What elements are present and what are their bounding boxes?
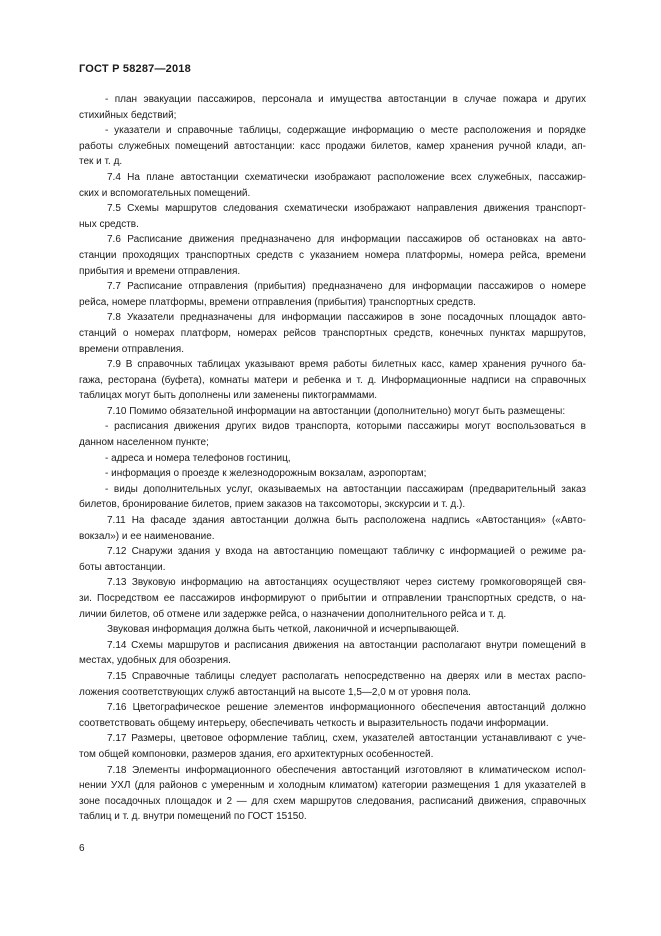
text-line: Звуковая информация должна быть четкой, лаконичной и исчерпывающей.: [107, 624, 460, 636]
text-line: работы служебных помещений автостанции: касс продажи билетов, камер хранения ручной клади, ап-: [79, 140, 586, 152]
text-line: таблиц и т. д. внутри помещений по ГОСТ 15150.: [79, 811, 307, 823]
text-line: гажа, ресторана (буфета), комнаты матери и ребенка и т. д. Информационные надписи на справочных: [79, 374, 586, 386]
text-line: - план эвакуации пассажиров, персонала и имущества автостанции в случае пожара и других: [105, 94, 586, 105]
text-line: соответствовать общему интерьеру, обеспечивать четкость и выразительность подачи информации.: [79, 717, 549, 729]
text-line: - указатели и справочные таблицы, содержащие информацию о месте расположения и порядке: [105, 125, 586, 137]
text-line: 7.17 Размеры, цветовое оформление таблиц, схем, указателей автостанции устанавливают с уче-: [107, 733, 586, 745]
text-line: - виды дополнительных услуг, оказываемых на автостанции пассажирам (предварительный заказ: [105, 483, 586, 495]
text-line: ских и вспомогательных помещений.: [79, 187, 251, 199]
text-line: 7.14 Схемы маршрутов и расписания движения на автостанции располагают внутри помещений в: [107, 639, 586, 651]
text-line: 7.8 Указатели предназначены для информации пассажиров в зоне посадочных площадок авто-: [107, 312, 586, 324]
text-line: 7.6 Расписание движения предназначено для информации пассажиров об остановках на авто-: [107, 234, 586, 246]
text-line: стихийных бедствий;: [79, 109, 177, 121]
text-line: прибытия и времени отправления.: [79, 265, 241, 277]
text-line: том общей компоновки, размеров здания, его архитектурных особенностей.: [79, 748, 434, 760]
document-body: [79, 92, 586, 825]
text-line: 7.13 Звуковую информацию на автостанциях осуществляют через систему громкоговорящей свя-: [107, 577, 586, 589]
text-line: станций о номерах платформ, номерах рейсов транспортных средств, конечных пунктах маршрутов,: [79, 327, 586, 339]
text-line: зоне посадочных площадок и 2 — для схем маршрутов следования, расписаний движения, справочных: [79, 795, 586, 807]
text-line: 7.10 Помимо обязательной информации на автостанции (дополнительно) могут быть размещены:: [107, 405, 566, 417]
text-line: таблицах могут быть дополнены или заменены пиктограммами.: [79, 390, 378, 402]
text-line: ложения соответствующих служб автостанций на высоте 1,5—2,0 м от уровня пола.: [79, 686, 471, 698]
text-line: 7.18 Элементы информационного обеспечения автостанций изготовляют в климатическом испол-: [107, 764, 586, 776]
text-line: боты автостанции.: [79, 561, 166, 573]
text-line: 7.11 На фасаде здания автостанции должна быть расположена надпись «Автостанция» («Авто-: [107, 515, 586, 527]
text-line: 7.16 Цветографическое решение элементов информационного обеспечения автостанций должно: [107, 702, 586, 714]
text-line: рейса, номере платформы, времени отправления (прибытия) транспортных средств.: [79, 296, 476, 308]
text-line: 7.7 Расписание отправления (прибытия) предназначено для информации пассажиров о номере: [107, 281, 586, 293]
text-line: ных средств.: [79, 218, 139, 230]
text-line: 7.15 Справочные таблицы следует располагать непосредственно на дверях или в местах распо-: [107, 670, 586, 682]
text-line: - адреса и номера телефонов гостиниц,: [105, 452, 291, 464]
text-line: 7.4 На плане автостанции схематически изображают расположение всех служебных, пассажир-: [107, 171, 586, 183]
text-line: личии билетов, об отмене или задержке рейса, о назначении дополнительного рейса и т. д.: [79, 608, 507, 620]
text-line: - информация о проезде к железнодорожным вокзалам, аэропортам;: [105, 468, 427, 480]
document-header: ГОСТ Р 58287—2018: [79, 63, 191, 75]
text-line: местах, удобных для обозрения.: [79, 655, 231, 667]
text-line: 7.12 Снаружи здания у входа на автостанцию помещают табличку с информацией о режиме ра-: [107, 546, 586, 558]
text-line: зи. Посредством ее пассажиров информируют о прибытии и отправлении транспортных средств, о на-: [79, 593, 586, 604]
text-line: - расписания движения других видов транспорта, которыми пассажиры могут воспользоваться в: [105, 421, 586, 433]
text-line: данном населенном пункте;: [79, 437, 209, 449]
text-line: станции проходящих транспортных средств с указанием номера платформы, номера рейса, времени: [79, 249, 586, 261]
text-line: вокзал») и ее наименование.: [79, 530, 215, 542]
text-line: нении УХЛ (для районов с умеренным и холодным климатом) категории размещения 1 для указателей в: [79, 780, 586, 792]
text-line: времени отправления.: [79, 343, 184, 355]
text-line: тек и т. д.: [79, 156, 123, 168]
page-number: 6: [79, 843, 85, 854]
text-line: билетов, бронирование билетов, прием заказов на таксомоторы, экскурсии и т. д.).: [79, 499, 466, 511]
text-line: 7.5 Схемы маршрутов следования схематически изображают направления движения транспорт-: [107, 203, 586, 215]
text-line: 7.9 В справочных таблицах указывают время работы билетных касс, камер хранения ручного ба-: [107, 359, 586, 371]
